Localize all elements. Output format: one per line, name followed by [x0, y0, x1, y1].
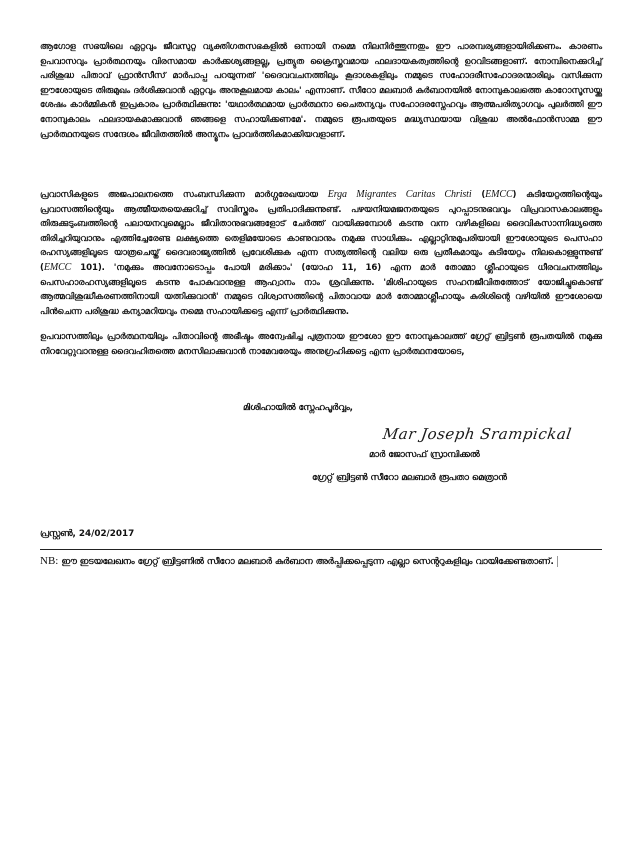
- paragraph-migrants-paren-open: (: [471, 190, 486, 200]
- text-cursor: [557, 556, 558, 567]
- footnote-nb: [40, 554, 602, 570]
- emcc-abbreviation: EMCC: [485, 189, 513, 200]
- signer-name: മാർ ജോസഫ് സ്രാമ്പിക്കൽ: [369, 450, 480, 460]
- horizontal-divider: [40, 549, 602, 550]
- paragraph-migrants: [40, 188, 602, 319]
- paragraph-migrants-intro: പ്രവാസികളുടെ അജപാലനത്തെ സംബന്ധിക്കുന്ന മാർഗ്ഗരേഖയായ: [40, 190, 328, 200]
- nb-label: NB:: [40, 555, 59, 567]
- closing-salutation: മിശിഹായിൽ സ്നേഹപൂർവ്വം,: [243, 403, 353, 413]
- emcc-reference: EMCC: [43, 261, 72, 273]
- place-and-date: പ്രസ്റ്റൺ, 24/02/2017: [40, 529, 135, 539]
- nb-text: ഈ ഇടയലേഖനം ഗ്രേറ്റ് ബ്രിട്ടണിൽ സീറോ മലബാർ കുർബാന അർപ്പിക്കപ്പെടുന്ന എല്ലാ സെന്ററുകളിലും വായിക്കേണ്ടതാണ്.: [58, 557, 554, 567]
- paragraph-migrants-body: ) കുടിയേറ്റത്തിന്റെയും പ്രവാസത്തിന്റെയും ആത്മീയതയെക്കുറിച്ച് സവിസ്തരം പ്രതിപാദിക്കുന്നുണ്ട്. പഴയനിയമജനതയുടെ പുറപ്പാടനുഭവവും വിപ്രവാസകാലങ്ങളും തിരുക്കുടുംബത്തിന്റെ പലായനവുമെല്ലാം ജീവിതാനുഭവങ്ങളോട് ചേർത്ത് വായിക്കുമ്പോൾ കടന്നു വന്ന വഴികളിലെ ദൈവികസാന്നിദ്ധ്യത്തെ തിരിച്ചറിയുവാനും എത്തിച്ചേരേണ്ട ലക്ഷ്യത്തെ തെളിമയോടെ കാണുവാനും നമുക്കു സാധിക്കും. എല്ലാറ്റിനുമുപരിയായി ഈശോയുടെ പെസഹാ രഹസ്യങ്ങളിലൂടെ യാത്രചെയ്ത് ദൈവരാജ്യത്തിൽ പ്രവേശിക്കുക എന്ന സത്യത്തിന്റെ വലിയ ഒരു പ്രതീകമായും കുടിയേറ്റം നിലകൊള്ളുന്നുണ്ട് (: [40, 190, 602, 273]
- document-title-emcc: Erga Migrantes Caritas Christi: [327, 189, 472, 200]
- paragraph-traditions: ആഗോള സഭയിലെ ഏറ്റവും ജീവസുറ്റ വ്യക്തിഗതസഭകളിൽ ഒന്നായി നമ്മെ നിലനിർത്തുന്നതും ഈ പാരമ്പര്യങ്ങളായിരിക്കണം. കാരണം ഉപവാസവും പ്രാർത്ഥനയും വിരസമായ കാർക്കശ്യങ്ങളല്ല, പ്രത്യുത ക്രൈസ്തവമായ ഫലദായകത്വത്തിന്റെ ഉറവിടങ്ങളാണ്. നോമ്പിനെക്കുറിച്ച് പരിശുദ്ധ പിതാവ് ഫ്രാൻസീസ് മാർപാപ്പ പറയുന്നത് 'ദൈവവചനത്തിലും കൂദാശകളിലും നമ്മുടെ സഹോദരീസഹോദരന്മാരിലും വസിക്കുന്ന ഈശോയുടെ തിരുമുഖം ദർശിക്കുവാൻ ഏറ്റവും അനുകൂലമായ കാലം' എന്നാണ്. സീറോ മലബാർ കുർബാനയിൽ നോമ്പുകാലത്തെ കാറോസൂസയ്ക്കു ശേഷം കാർമ്മികൻ ഇപ്രകാരം പ്രാർത്ഥിക്കുന്നു: 'യഥാർത്ഥമായ പ്രാർത്ഥനാ ചൈതന്യവും സഹോദരസ്നേഹവും ആത്മപരിത്യാഗവും പുലർത്തി ഈ നോമ്പുകാലം ഫലദായകമാക്കുവാൻ ഞങ്ങളെ സഹായിക്കണമേ'. നമ്മുടെ രൂപതയുടെ മദ്ധ്യസ്ഥയായ വിശുദ്ധ അൽഫോൻസാമ്മ ഈ പ്രാർത്ഥനയുടെ സന്ദേശം ജീവിതത്തിൽ അന്യൂനം പ്രാവർത്തികമാക്കിയവളാണ്.: [40, 42, 602, 140]
- signer-title: ഗ്രേറ്റ് ബ്രിട്ടൺ സീറോ മലബാർ രൂപതാ മെത്രാൻ: [312, 473, 507, 483]
- paragraph-migrants-end: 101). 'നമുക്കും അവനോടൊപ്പം പോയി മരിക്കാം' (യോഹ 11, 16) എന്ന മാർ തോമ്മാ ശ്ലീഹായുടെ ധീരവചനത്തിലും പെസഹാരഹസ്യങ്ങളിലൂടെ കടന്നു പോകുവാനുള്ള ആഹ്വാനം നാം ശ്രവിക്കുന്നു. 'മിശിഹായുടെ സഹനജീവിതത്തോട് യോജിച്ചുകൊണ്ട് ആത്മവിശുദ്ധീകരണത്തിനായി യത്നിക്കുവാൻ' നമ്മുടെ വിശ്വാസത്തിന്റെ പിതാവായ മാർ തോമ്മാശ്ലീഹായും കുരിശിന്റെ വഴിയിൽ ഈശോയെ പിൻചെന്ന പരിശുദ്ധ കന്യാമറിയവും നമ്മെ സഹായിക്കട്ടെ എന്ന് പ്രാർത്ഥിക്കുന്നു.: [40, 262, 602, 317]
- handwritten-signature: Mar Joseph Srampickal: [381, 425, 573, 443]
- paragraph-prayer: ഉപവാസത്തിലും പ്രാർത്ഥനയിലും പിതാവിന്റെ അഭീഷ്ടം അന്വേഷിച്ച പുത്രനായ ഈശോ ഈ നോമ്പുകാലത്ത് ഗ്രേറ്റ് ബ്രിട്ടൺ രൂപതയിൽ നമുക്കു നിറവേറ്റുവാനുള്ള ദൈവഹിതത്തെ മനസിലാക്കുവാൻ നാമേവരേയും അനുഗ്രഹിക്കട്ടെ എന്ന പ്രാർത്ഥനയോടെ,: [40, 332, 602, 357]
